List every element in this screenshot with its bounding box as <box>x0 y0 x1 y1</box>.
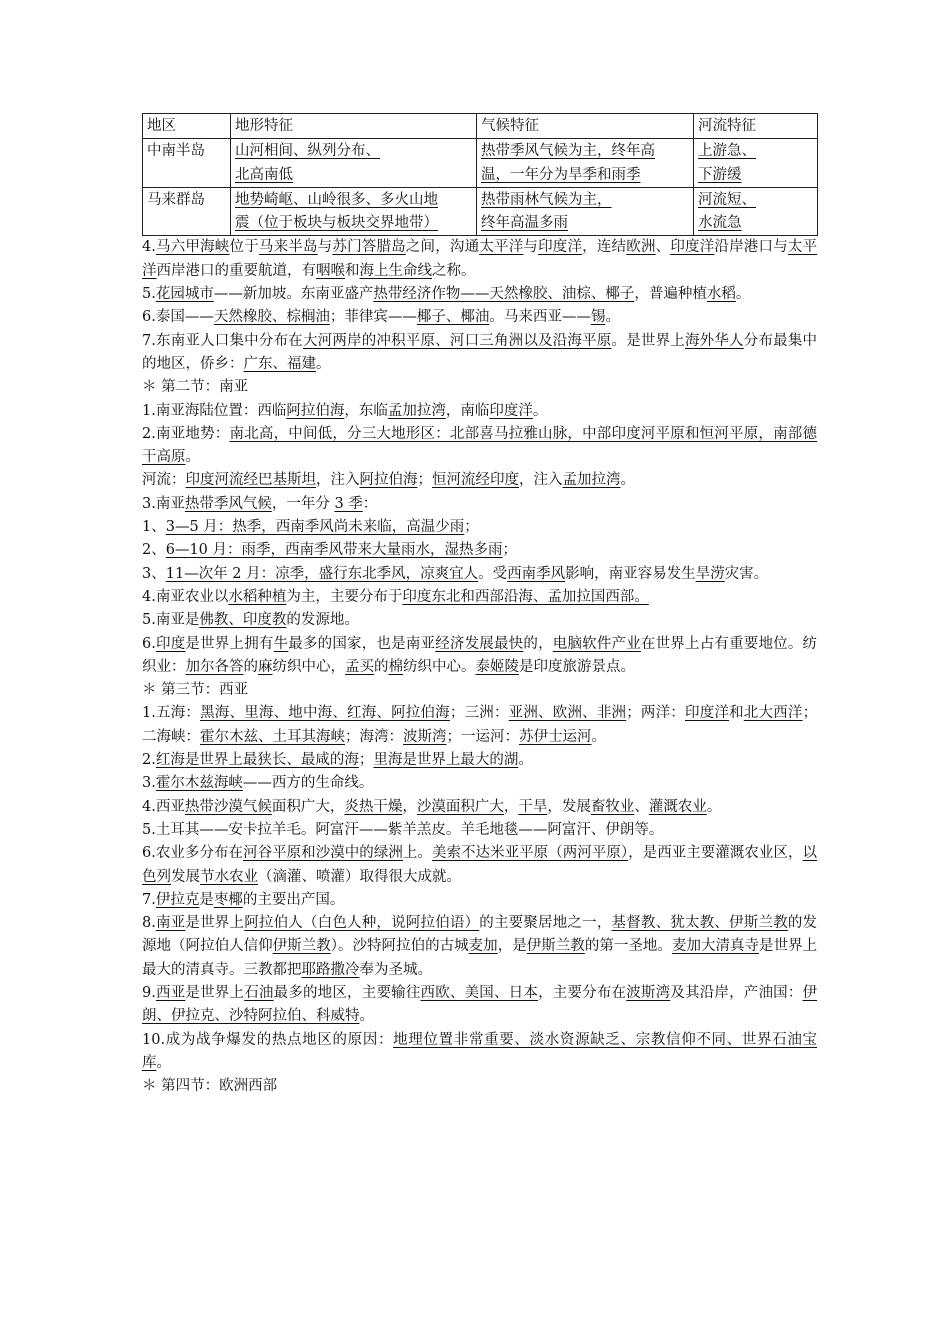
text-run: ；三洲： <box>449 705 509 722</box>
key-term: 东北季风 <box>347 565 406 582</box>
text-run: ＊ 第四节：欧洲西部 <box>142 1078 278 1095</box>
terrain-cell <box>231 187 477 236</box>
key-term: 麦加大清真寺 <box>671 938 760 955</box>
text-run: 2.南亚地势： <box>142 425 230 442</box>
text-run: 。 <box>185 449 200 466</box>
text-run: ＊ 第二节：南亚 <box>142 379 249 396</box>
text-run: 6.农业多分布在 <box>142 845 244 862</box>
region-name: 中南半岛 <box>143 139 231 188</box>
note-paragraph <box>142 400 817 423</box>
key-term: 印度洋 <box>670 239 715 256</box>
text-run: 河流： <box>142 472 186 489</box>
key-term: 3 季 <box>334 495 363 512</box>
text-run: 的主要聚居地之一， <box>479 915 612 932</box>
cell-line: 温，一年分为旱季和雨季 <box>481 166 641 183</box>
header-climate: 气候特征 <box>477 114 694 139</box>
key-term: 河谷平原和沙漠中的绿洲 <box>243 845 403 862</box>
text-run: ，南临 <box>445 402 490 419</box>
table-row <box>143 187 818 236</box>
key-term: 印度河流经巴基斯坦 <box>185 472 316 489</box>
text-run: 最多的地区，主要输往 <box>273 984 421 1001</box>
key-term: 麦加 <box>468 938 498 955</box>
key-term: 印度洋 <box>489 402 533 419</box>
text-run: 是世界上 <box>185 915 245 932</box>
key-term: 炎热干燥 <box>344 798 403 815</box>
note-paragraph <box>142 633 817 680</box>
document-body <box>142 113 817 1098</box>
note-paragraph <box>142 306 817 329</box>
note-paragraph <box>142 796 817 819</box>
cell-line: 终年高温多雨 <box>481 215 568 232</box>
key-term: 马来半岛 <box>258 239 318 256</box>
key-term: 以色列 <box>142 845 818 885</box>
text-run: 最多的国家，也是南亚 <box>288 635 436 652</box>
text-run: 西岸港口的重要航道，有 <box>156 262 316 279</box>
header-river: 河流特征 <box>694 114 818 139</box>
text-run: 在世界上占有重要地位。纺织业： <box>142 635 818 675</box>
text-run: 的第一圣地。 <box>584 938 672 955</box>
text-run: 是印度旅游景点。 <box>519 658 635 675</box>
key-term: 水稻 <box>706 286 736 303</box>
key-term: 印度东北和西部沿海、孟加拉国西部。 <box>402 588 649 605</box>
text-run: 。 <box>532 402 548 419</box>
key-term: 泰姬陵 <box>475 658 519 675</box>
table-row <box>143 139 818 188</box>
key-term: 水稻种植 <box>228 588 287 605</box>
note-paragraph <box>142 330 817 377</box>
river-cell <box>694 187 818 236</box>
key-term: 伊拉克 <box>155 891 200 908</box>
key-term: 马六甲海峡 <box>155 239 230 256</box>
region-feature-table <box>142 113 818 236</box>
text-run: 。马来西亚—— <box>489 309 591 326</box>
text-run: ，是西亚主要灌溉农业区， <box>628 845 803 862</box>
text-run: 和 <box>729 705 744 722</box>
key-term: 黑海、里海、地中海、红海、阿拉伯海 <box>200 705 450 722</box>
text-run: ， <box>503 798 519 815</box>
key-term: 石油 <box>244 984 274 1001</box>
text-run: 。是世界上 <box>611 332 685 349</box>
text-run: ，注入 <box>316 472 360 489</box>
region-name: 马来群岛 <box>143 187 231 236</box>
key-term: 红海 <box>155 752 185 769</box>
note-paragraph <box>142 819 817 842</box>
text-run: ；两洋： <box>626 705 685 722</box>
key-term: 海外华人 <box>684 332 744 349</box>
note-paragraph <box>142 889 817 912</box>
key-term: 孟加拉湾 <box>562 472 621 489</box>
key-term: 经济发展最快 <box>435 635 524 652</box>
text-run: 2、 <box>142 542 166 559</box>
text-run: ，注入 <box>519 472 563 489</box>
key-term: 干旱 <box>518 798 548 815</box>
river-cell <box>694 139 818 188</box>
text-run: ： <box>362 495 378 512</box>
key-term: 阿拉伯海 <box>286 402 345 419</box>
text-run: 4.西亚 <box>142 798 185 815</box>
text-run: 。 <box>518 752 533 769</box>
cell-line: 水流急 <box>698 215 742 232</box>
text-run: ； <box>358 752 374 769</box>
text-run: 4.南亚农业以 <box>142 588 229 605</box>
key-term: 枣椰 <box>213 891 243 908</box>
key-term: 亚洲、欧洲、非洲 <box>508 705 627 722</box>
key-term: 苏门答腊岛 <box>332 239 406 256</box>
text-run: ，一年分 <box>271 495 335 512</box>
note-paragraph <box>142 423 817 470</box>
key-term: 霍尔木兹、土耳其海峡 <box>200 728 345 745</box>
key-term: 印度洋 <box>538 239 583 256</box>
text-run: 沿岸港口与 <box>714 239 788 256</box>
key-term: 美索不达米亚平原（两河平原） <box>431 845 629 862</box>
text-run: 与 <box>523 239 539 256</box>
text-run: ——西方的生命线。 <box>242 775 374 792</box>
key-term: 波斯湾 <box>626 984 671 1001</box>
section-heading <box>142 1075 817 1098</box>
key-term: 花园城市 <box>155 286 214 303</box>
key-term: 里海 <box>373 752 403 769</box>
text-run: 6. <box>142 635 156 652</box>
header-terrain: 地形特征 <box>231 114 477 139</box>
text-run: ，普遍种植 <box>634 286 707 303</box>
note-paragraph <box>142 469 817 492</box>
key-term: 印度洋 <box>685 705 730 722</box>
key-term: 天然橡胶、棕榈油 <box>213 309 330 326</box>
key-term: 是世界上最大的湖 <box>402 752 519 769</box>
text-run: ——新加坡。东南亚盛产 <box>213 286 374 303</box>
text-run: 的 <box>374 658 389 675</box>
text-run: 5.土耳其——安卡拉羊毛。阿富汗——紫羊羔皮。羊毛地毯——阿富汗、伊朗等。 <box>142 821 664 838</box>
key-term: 3—5 月：热季，西南季风尚未来临，高温少雨 <box>165 519 465 536</box>
key-term: 欧洲 <box>626 239 656 256</box>
key-term: 海上生命线 <box>359 262 432 279</box>
text-run: 分布最集中的地区，侨乡： <box>142 332 818 372</box>
cell-line: 河流短、 <box>698 191 756 208</box>
key-term: 麻 <box>258 658 273 675</box>
key-term: 是世界上最狭长、最咸的海 <box>184 752 359 769</box>
text-run: 是 <box>199 891 214 908</box>
text-run: 2. <box>142 752 156 769</box>
key-term: 印度 <box>155 635 186 652</box>
key-term: 阿拉伯人（白色人种，说阿拉伯语） <box>244 915 480 932</box>
key-term: 电脑软件产业 <box>552 635 641 652</box>
cell-line: 下游缓 <box>698 166 742 183</box>
key-term: 节水农业 <box>200 868 258 885</box>
key-term: 6—10 月：雨季，西南季风带来大量雨水，湿热多雨 <box>165 542 503 559</box>
key-term: 加尔各答 <box>185 658 244 675</box>
key-term: 伊斯兰教 <box>526 938 585 955</box>
note-paragraph <box>142 1029 817 1076</box>
text-run: （滴灌、喷灌）取得很大成就。 <box>258 868 461 885</box>
text-run: ；海湾： <box>345 728 403 745</box>
text-run: 4. <box>142 239 156 256</box>
text-run: 。 <box>620 472 635 489</box>
cell-line: 热带雨林气候为主， <box>481 191 612 208</box>
key-term: 孟买 <box>345 658 374 675</box>
key-term: 畜牧业 <box>590 798 635 815</box>
text-run: 纺织中心。 <box>403 658 476 675</box>
key-term: 热带沙漠气候 <box>184 798 272 815</box>
text-run: 1、 <box>142 519 166 536</box>
key-term: 南北高，中间低，分三大地形区：北部喜马拉雅山脉，中部印度河平原和恒河平原，南部德干高原 <box>142 425 817 466</box>
key-term: 西南季风 <box>507 565 566 582</box>
text-run: 、 <box>655 239 671 256</box>
note-paragraph <box>142 283 817 306</box>
text-run: 及其沿岸，产油国： <box>670 984 803 1001</box>
key-term: 棉 <box>388 658 403 675</box>
text-run: ， <box>402 798 417 815</box>
section-heading <box>142 376 817 399</box>
text-run: 发展 <box>171 868 200 885</box>
text-run: 。 <box>735 286 751 303</box>
key-term: 牛 <box>273 635 289 652</box>
text-run: 。 <box>605 309 620 326</box>
text-run: 灾害。 <box>724 565 769 582</box>
key-term: 大河两岸的冲积平原、河口三角洲以及沿海平原 <box>302 332 612 349</box>
key-term: 佛教、印度教 <box>199 612 287 629</box>
key-term: 广东、福建 <box>243 355 316 372</box>
note-paragraph <box>142 702 817 749</box>
key-term: 咽喉 <box>316 262 345 279</box>
text-run: ，东临 <box>344 402 388 419</box>
text-run: ；二海峡： <box>142 705 818 745</box>
note-paragraph <box>142 236 817 283</box>
text-run: 5.南亚是 <box>142 612 200 629</box>
key-term: 基督教、犹太教、伊斯兰教 <box>611 915 788 932</box>
text-run: 之称。 <box>432 262 476 279</box>
header-region: 地区 <box>143 114 231 139</box>
text-run: ）。沙特阿拉伯的古城 <box>330 938 469 955</box>
text-run: ，是 <box>497 938 527 955</box>
text-run: 。 <box>591 728 606 745</box>
text-run: ； <box>417 472 432 489</box>
text-run: 8. <box>142 915 156 932</box>
key-term: 地理位置非常重要、淡水资源缺乏、宗教信仰不同、世界石油宝库 <box>142 1031 817 1071</box>
text-run: 3.南亚 <box>142 495 185 512</box>
note-paragraph <box>142 772 817 795</box>
text-run: 。 <box>156 1054 171 1071</box>
text-run: 与 <box>317 239 333 256</box>
key-term: 热带经济作物——天然橡胶、油棕、椰子 <box>373 286 635 303</box>
key-term: 太平洋 <box>142 239 818 279</box>
note-paragraph <box>142 982 817 1029</box>
note-paragraph <box>142 516 817 539</box>
text-run: 、 <box>634 798 649 815</box>
key-term: 沙漠面积广大 <box>416 798 504 815</box>
key-term: 锡 <box>590 309 606 326</box>
key-term: 伊朗、伊拉克、沙特阿拉伯、科威特 <box>142 984 818 1025</box>
note-paragraph <box>142 563 817 586</box>
text-run: 的， <box>523 635 553 652</box>
text-run: 6.泰国—— <box>142 309 214 326</box>
key-term: 西欧、美国、日本 <box>420 984 539 1001</box>
text-run: 是世界上 <box>185 984 245 1001</box>
text-run: 之间，沟通 <box>405 239 480 256</box>
text-run: 9. <box>142 984 156 1001</box>
text-run: 3. <box>142 775 156 792</box>
notes-paragraphs <box>142 236 817 1098</box>
cell-line: 地势崎岖、山岭很多、多火山地 <box>235 191 438 208</box>
key-term: 霍尔木兹海峡 <box>155 775 243 792</box>
text-run: ； <box>464 519 479 536</box>
key-term: 热带季风气候 <box>184 495 272 512</box>
text-run: 和 <box>345 262 360 279</box>
note-paragraph <box>142 539 817 562</box>
text-run: ； <box>502 542 518 559</box>
text-run: 是世界上最大的清真寺。三教都把 <box>142 938 818 978</box>
key-term: 恒河流经印度 <box>432 472 519 489</box>
text-run: ，主要分布在 <box>538 984 627 1001</box>
text-run: ；菲律宾—— <box>329 309 417 326</box>
text-run: 的发源地（阿拉伯人信仰 <box>142 915 818 955</box>
key-term: 耶路撒冷 <box>301 961 360 978</box>
key-term: 伊斯兰教 <box>272 938 331 955</box>
note-paragraph <box>142 586 817 609</box>
text-run: 面积广大， <box>271 798 345 815</box>
text-run: 。 <box>359 1008 374 1025</box>
text-run: ，连结 <box>582 239 627 256</box>
note-paragraph <box>142 493 817 516</box>
key-term: 西亚 <box>155 984 186 1001</box>
key-term: 苏伊士运河 <box>519 728 592 745</box>
cell-line: 热带季风气候为主，终年高 <box>481 143 655 160</box>
text-run: ；一运河： <box>446 728 519 745</box>
text-run: 位于 <box>229 239 259 256</box>
note-paragraph <box>142 609 817 632</box>
text-run: 1.五海： <box>142 705 201 722</box>
text-run: 10.成为战争爆发的热点地区的原因： <box>142 1031 394 1048</box>
text-run: 。 <box>706 798 722 815</box>
text-run: 是世界上拥有 <box>185 635 274 652</box>
text-run: 5. <box>142 286 156 303</box>
text-run: 影响，南亚容易发生 <box>565 565 696 582</box>
key-term: 灌溉农业 <box>648 798 707 815</box>
text-run: 。受 <box>478 565 508 582</box>
section-heading <box>142 679 817 702</box>
text-run: 3、 <box>142 565 166 582</box>
text-run: 为主，主要分布于 <box>286 588 403 605</box>
key-term: 太平洋 <box>479 239 524 256</box>
note-paragraph <box>142 749 817 772</box>
text-run: 奉为圣城。 <box>359 961 432 978</box>
climate-cell <box>477 187 694 236</box>
text-run: 7.东南亚人口集中分布在 <box>142 332 303 349</box>
terrain-cell <box>231 139 477 188</box>
text-run: ＊ 第三节：西亚 <box>142 682 249 699</box>
text-run: 。 <box>316 355 331 372</box>
key-term: 南亚 <box>155 915 186 932</box>
note-paragraph <box>142 842 817 889</box>
key-term: 阿拉伯海 <box>359 472 418 489</box>
text-run: 的发源地。 <box>286 612 359 629</box>
cell-line: 震（位于板块与板块交界地带） <box>235 215 438 232</box>
cell-line: 山河相间、纵列分布、 <box>235 143 380 160</box>
key-term: 11—次年 2 月：凉季，盛行 <box>165 565 348 582</box>
key-term: 波斯湾 <box>403 728 447 745</box>
key-term: 椰子、椰油 <box>416 309 490 326</box>
text-run: 纺织中心， <box>272 658 345 675</box>
key-term: 孟加拉湾 <box>387 402 446 419</box>
key-term: 北大西洋 <box>743 705 803 722</box>
note-paragraph <box>142 912 817 982</box>
text-run: 的 <box>243 658 258 675</box>
cell-line: 上游急、 <box>698 143 756 160</box>
key-term: ，凉爽宜人 <box>405 565 479 582</box>
text-run: 的主要出产国。 <box>242 891 345 908</box>
climate-cell <box>477 139 694 188</box>
cell-line: 北高南低 <box>235 166 293 183</box>
table-header-row <box>143 114 818 139</box>
key-term: 旱涝 <box>695 565 725 582</box>
text-run: ，发展 <box>547 798 591 815</box>
text-run: 上。 <box>402 845 432 862</box>
text-run: 1.南亚海陆位置：西临 <box>142 402 287 419</box>
text-run: 7. <box>142 891 156 908</box>
